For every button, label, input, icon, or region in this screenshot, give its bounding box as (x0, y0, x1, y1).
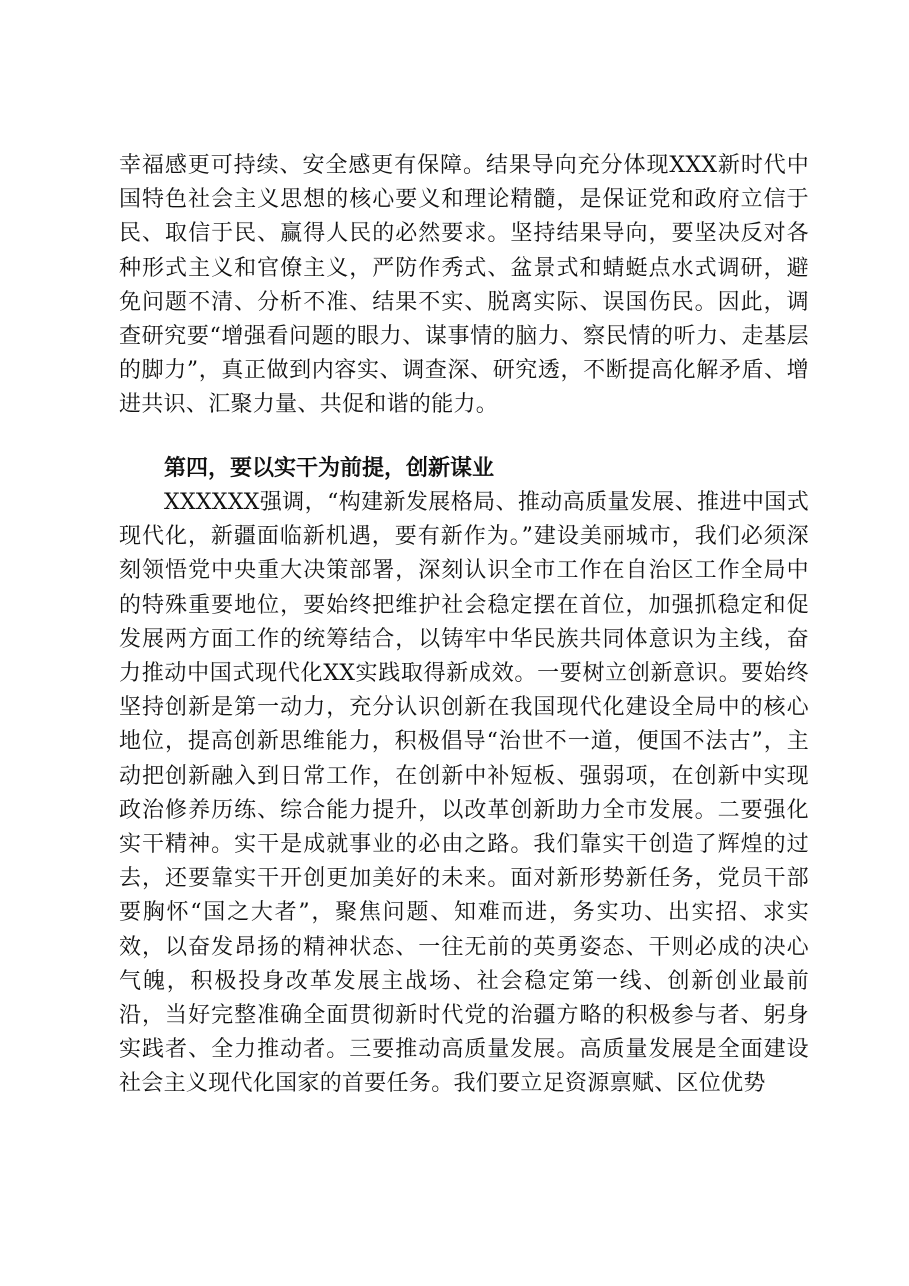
section-heading: 第四，要以实干为前提，创新谋业 (164, 456, 495, 481)
body-paragraph: XXXXXX强调，“构建新发展格局、推动高质量发展、推进中国式现代化，新疆面临新机遇，要有新作为。”建设美丽城市，我们必须深刻领悟党中央重大决策部署，深刻认识全市工作在自治区工作全局中的特殊重要地位，要始终把维护社会稳定摆在首位，加强抓稳定和促发展两方面工作的统筹结合，以铸牢中华民族共同体意识为主线，奋力推动中国式现代化XX实践取得新成效。一要树立创新意识。要始终坚持创新是第一动力，充分认识创新在我国现代化建设全局中的核心地位，提高创新思维能力，积极倡导“治世不一道，便国不法古”，主动把创新融入到日常工作，在创新中补短板、强弱项，在创新中实现政治修养历练、综合能力提升，以改革创新助力全市发展。二要强化实干精神。实干是成就事业的必由之路。我们靠实干创造了辉煌的过去，还要靠实干开创更加美好的未来。面对新形势新任务，党员干部要胸怀“国之大者”，聚焦问题、知难而进，务实功、出实招、求实效，以奋发昂扬的精神状态、一往无前的英勇姿态、干则必成的决心气魄，积极投身改革发展主战场、社会稳定第一线、创新创业最前沿，当好完整准确全面贯彻新时代党的治疆方略的积极参与者、躬身实践者、全力推动者。三要推动高质量发展。高质量发展是全面建设社会主义现代化国家的首要任务。我们要立足资源禀赋、区位优势 (119, 490, 809, 1097)
body-paragraph: 幸福感更可持续、安全感更有保障。结果导向充分体现XXX新时代中国特色社会主义思想的核心要义和理论精髓，是保证党和政府立信于民、取信于民、赢得人民的必然要求。坚持结果导向，要坚决反对各种形式主义和官僚主义，严防作秀式、盆景式和蜻蜓点水式调研，避免问题不清、分析不准、结果不实、脱离实际、误国伤民。因此，调查研究要“增强看问题的眼力、谋事情的脑力、察民情的听力、走基层的脚力”，真正做到内容实、调查深、研究透，不断提高化解矛盾、增进共识、汇聚力量、共促和谐的能力。 (119, 153, 809, 418)
